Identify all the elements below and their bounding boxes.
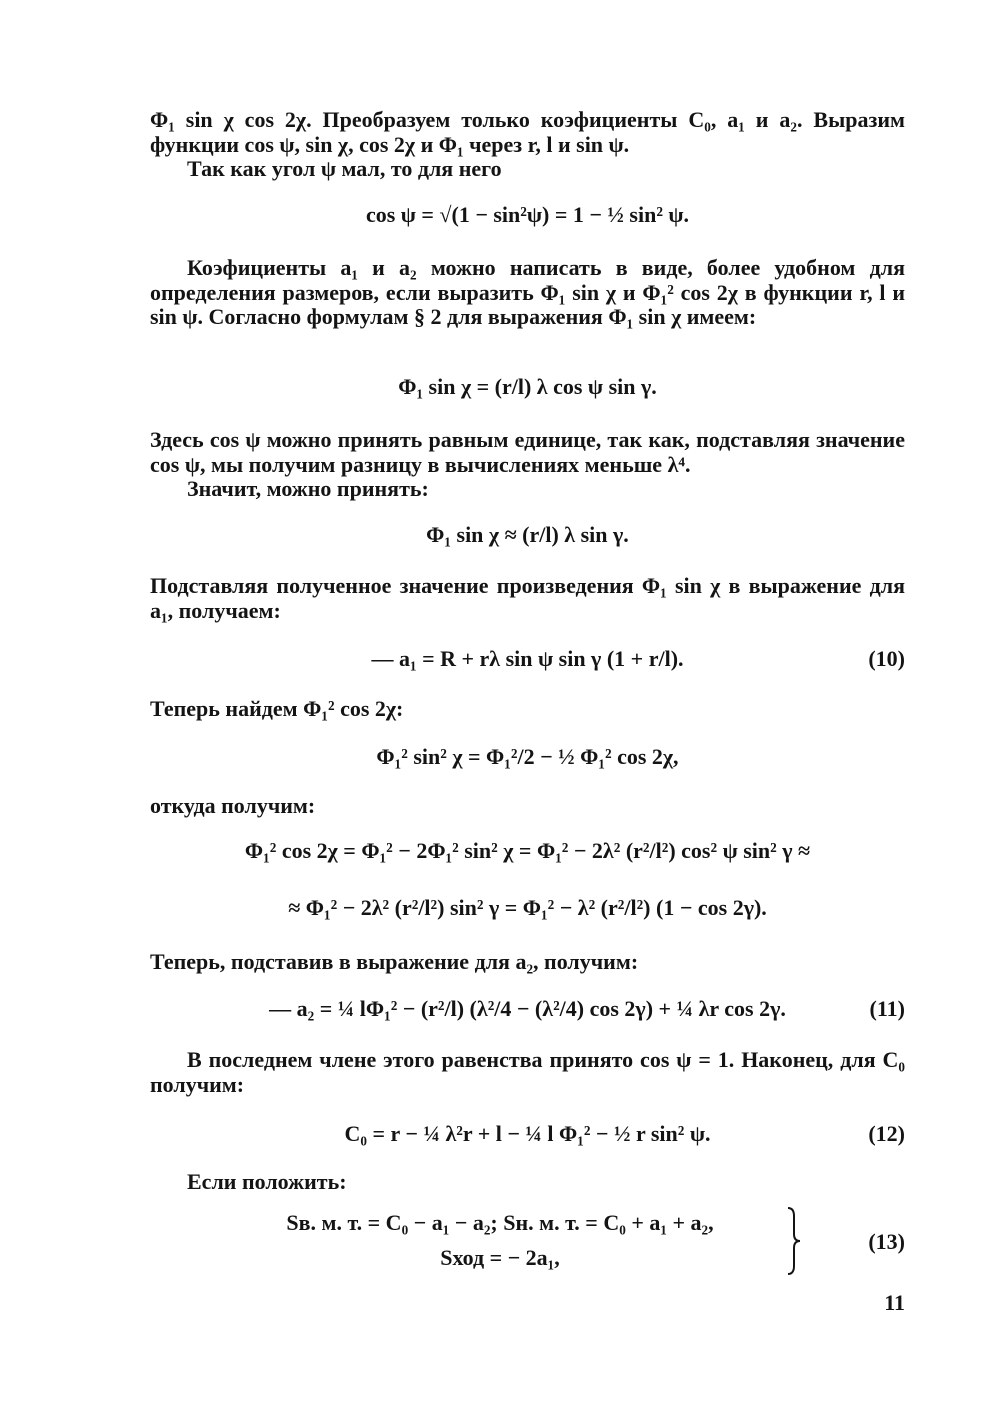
formula-phi-cos2-line2: ≈ Φ₁² − 2λ² (r²/l²) sin² γ = Φ₁² − λ² (r²/l²) (1 − cos 2γ). bbox=[288, 895, 767, 920]
formula-phi-approx: Φ₁ sin χ ≈ (r/l) λ sin γ. bbox=[426, 522, 629, 547]
paragraph-if-set: Если положить: bbox=[187, 1169, 347, 1194]
paragraph-find-cos2chi: Теперь найдем Φ₁² cos 2χ: bbox=[150, 696, 404, 721]
page-number: 11 bbox=[884, 1290, 905, 1315]
paragraph-last-term: В последнем члене этого равенства принято cos ψ = 1. Наконец, для C₀ получим: bbox=[150, 1047, 905, 1097]
paragraph-small-angle: Так как угол ψ мал, то для него bbox=[187, 156, 502, 181]
paragraph-whence: откуда получим: bbox=[150, 793, 316, 818]
formula-cos-psi: cos ψ = √(1 − sin²ψ) = 1 − ½ sin² ψ. bbox=[365, 202, 690, 227]
formula-phi-sin2: Φ₁² sin² χ = Φ₁²/2 − ½ Φ₁² cos 2χ, bbox=[376, 744, 679, 769]
formula-phi-cos2-line1: Φ₁² cos 2χ = Φ₁² − 2Φ₁² sin² χ = Φ₁² − 2λ² (r²/l²) cos² ψ sin² γ ≈ bbox=[244, 838, 811, 863]
right-brace-icon bbox=[786, 1206, 802, 1276]
equation-number-11: (11) bbox=[869, 996, 905, 1021]
paragraph-substituting: Подставляя полученное значение произведения Φ₁ sin χ в выражение для a₁, получаем: bbox=[150, 573, 905, 623]
formula-c0: C₀ = r − ¼ λ²r + l − ¼ l Φ₁² − ½ r sin² ψ. bbox=[344, 1121, 711, 1146]
paragraph-cos-unity: Здесь cos ψ можно принять равным единице, так как, подставляя значение cos ψ, мы получим разницу в вычислениях меньше λ⁴. bbox=[150, 427, 905, 477]
equation-number-13: (13) bbox=[868, 1229, 905, 1254]
equation-number-12: (12) bbox=[868, 1121, 905, 1146]
paragraph-therefore: Значит, можно принять: bbox=[187, 476, 429, 501]
paragraph-substitute-a2: Теперь, подставив в выражение для a₂, получим: bbox=[150, 949, 639, 974]
formula-a1: — a₁ = R + rλ sin ψ sin γ (1 + r/l). bbox=[371, 646, 684, 671]
paragraph-coefficients-form: Коэфициенты a₁ и a₂ можно написать в виде, более удобном для определения размеров, если выразить Φ₁ sin χ и Φ₁² cos 2χ в функции r, l и sin ψ. Согласно формулам § 2 для выражения Φ₁ sin χ имеем: bbox=[150, 255, 905, 329]
formula-stroke-defs-line2: Sход = − 2a₁, bbox=[440, 1245, 560, 1270]
equation-number-10: (10) bbox=[868, 646, 905, 671]
formula-phi-sin-chi: Φ₁ sin χ = (r/l) λ cos ψ sin γ. bbox=[398, 374, 657, 399]
paragraph-coefficients: Φ₁ sin χ cos 2χ. Преобразуем только коэфициенты C₀, a₁ и a₂. Выразим функции cos ψ, sin χ, cos 2χ и Φ₁ через r, l и sin ψ. bbox=[150, 107, 905, 157]
formula-a2: — a₂ = ¼ lΦ₁² − (r²/l) (λ²/4 − (λ²/4) cos 2γ) + ¼ λr cos 2γ. bbox=[269, 996, 786, 1021]
formula-stroke-defs-line1: Sв. м. т. = C₀ − a₁ − a₂; Sн. м. т. = C₀ + a₁ + a₂, bbox=[286, 1210, 714, 1235]
